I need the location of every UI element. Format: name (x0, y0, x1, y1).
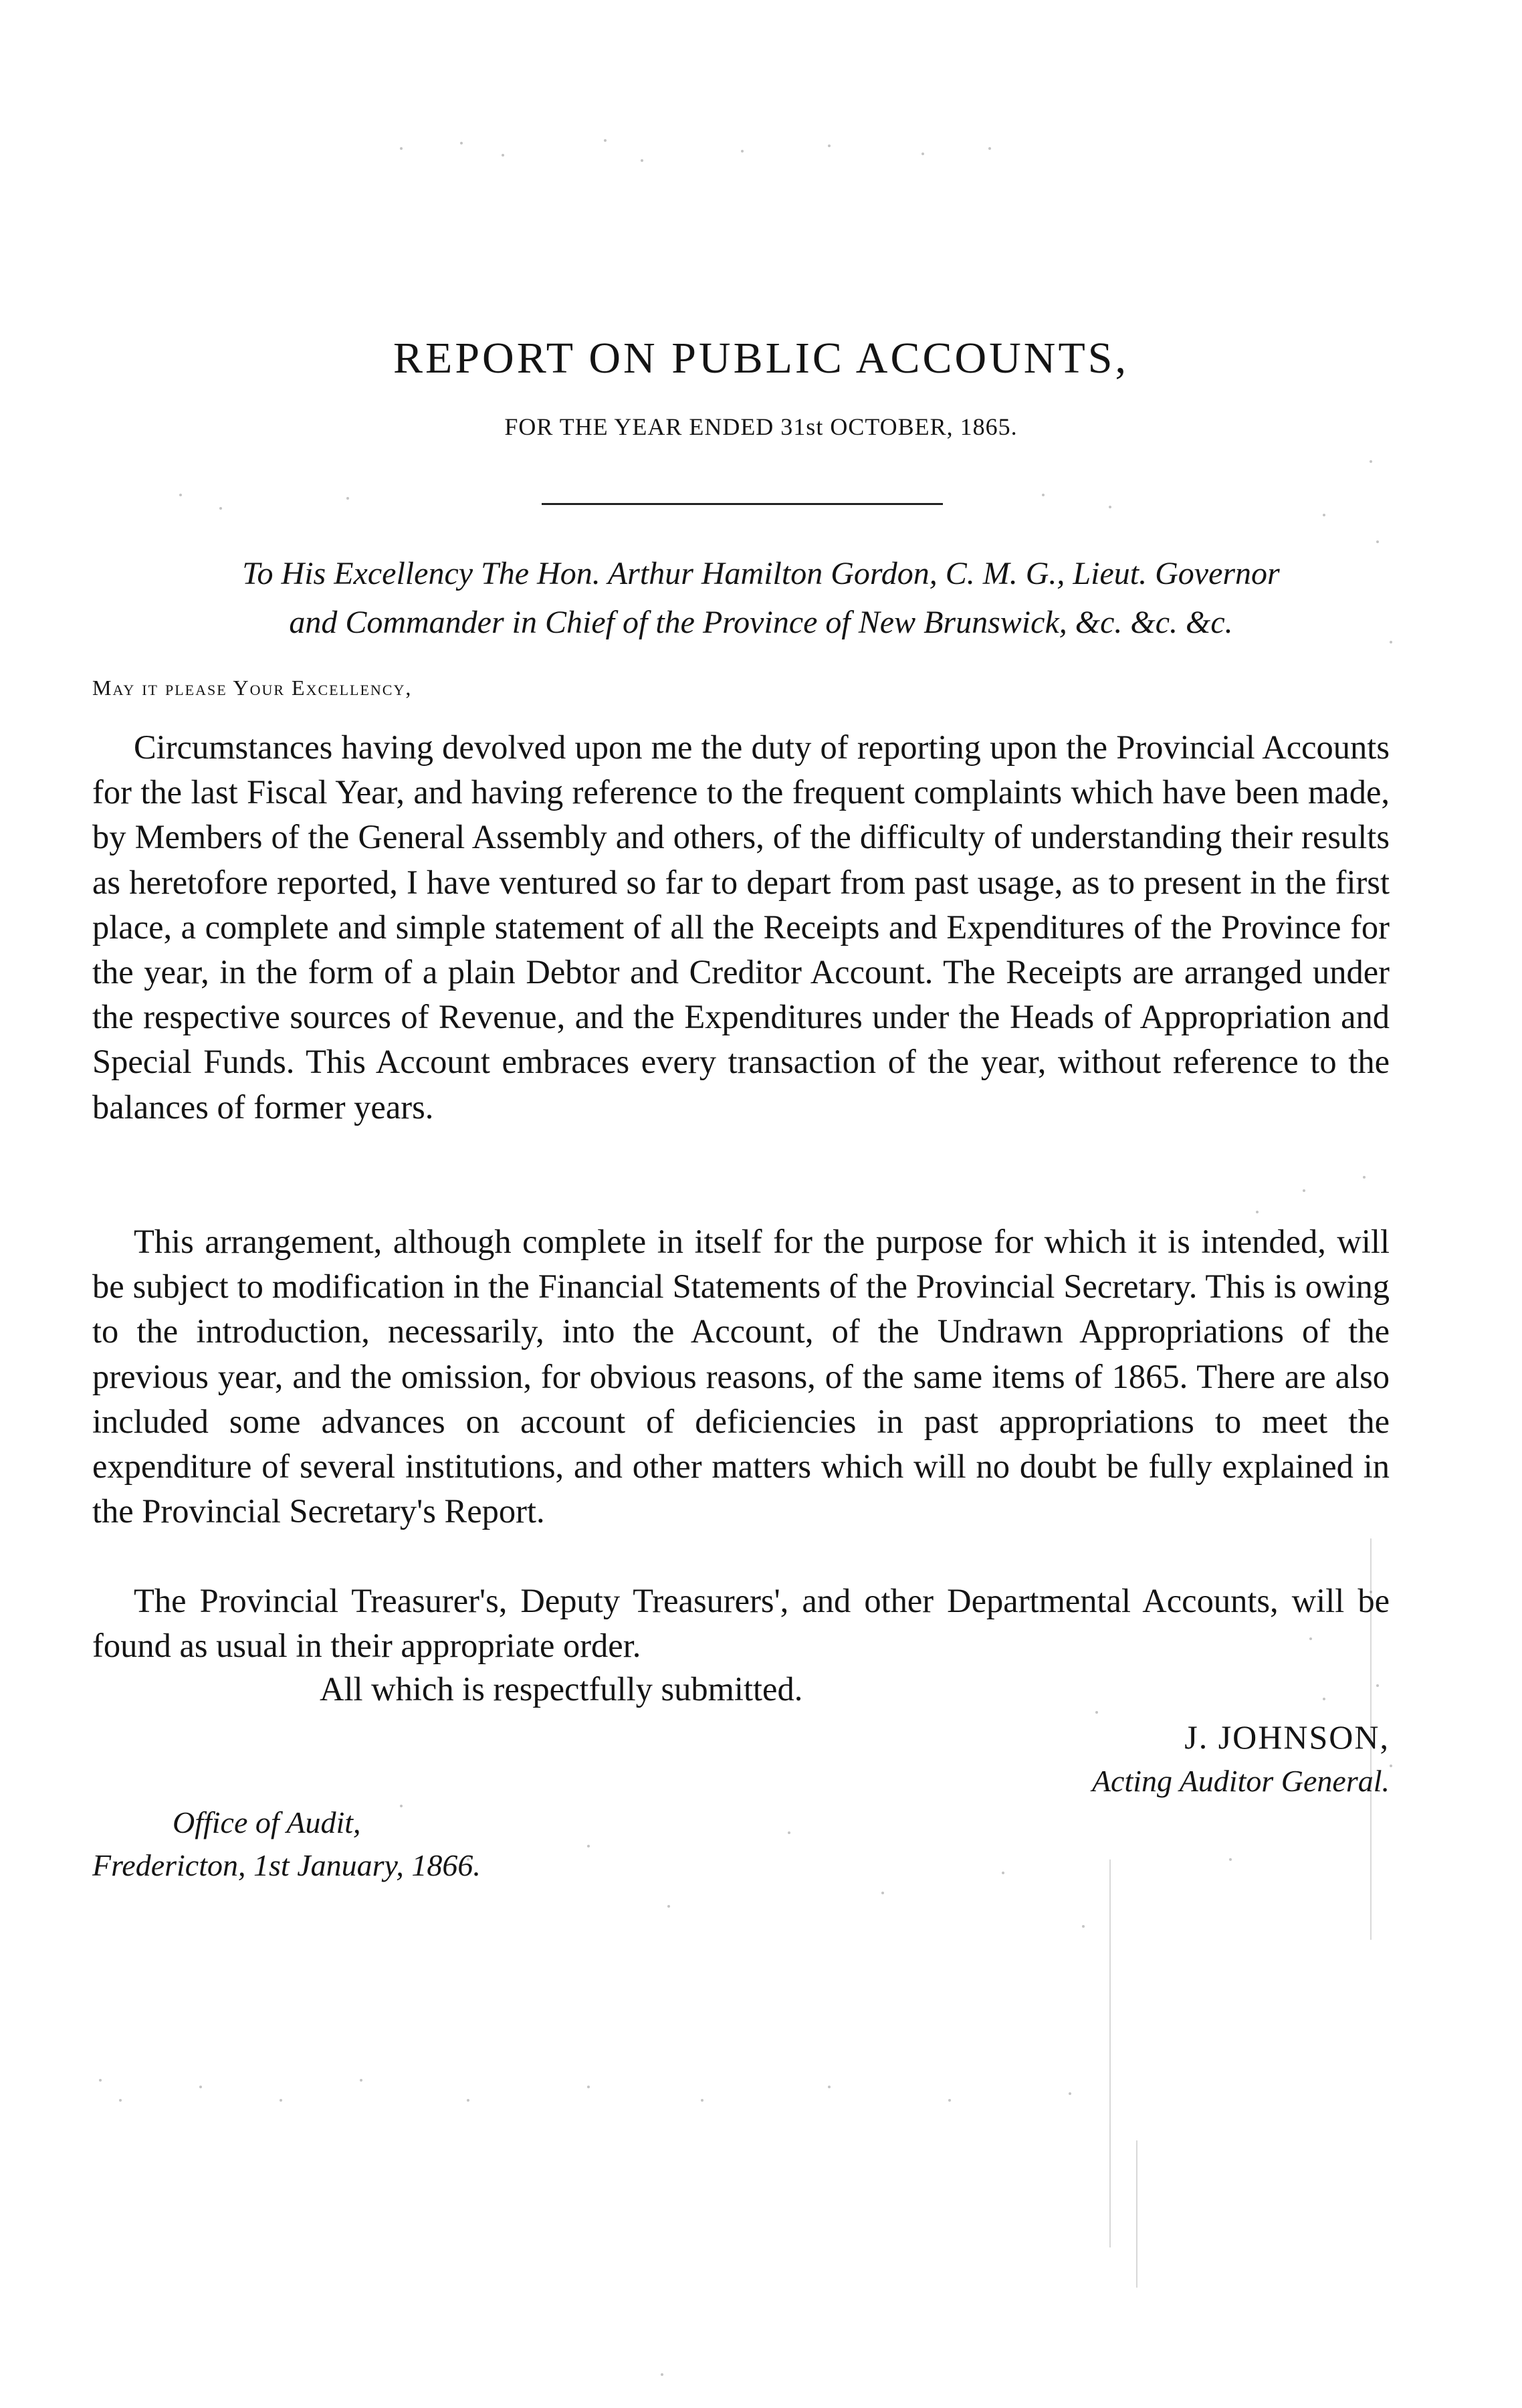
signer-name: J. JOHNSON, (1184, 1718, 1390, 1756)
closing-line: All which is respectfully submitted. (320, 1670, 803, 1708)
paragraph-1: Circumstances having devolved upon me the duty of reporting upon the Provincial Accounts for the last Fiscal Year, and having reference to the frequent complaints which have been made, by Members of the General Assembly and others, of the difficulty of understanding their results as heretofore reported, I have ventured so far to depart from past usage, as to present in the first place, a complete and simple statement of all the Receipts and Expenditures of the Province for the year, in the form of a plain Debtor and Creditor Account. The Receipts are arranged under the respective sources of Revenue, and the Expenditures under the Heads of Appropriation and Special Funds. This Account embraces every transaction of the year, without reference to the balances of former years. (92, 728, 1390, 1126)
address-line-1: To His Excellency The Hon. Arthur Hamilton Gordon, C. M. G., Lieut. Governor (242, 556, 1280, 591)
signer-title: Acting Auditor General. (1091, 1764, 1390, 1798)
place-date-line: Fredericton, 1st January, 1866. (92, 1848, 481, 1882)
paragraph-3: The Provincial Treasurer's, Deputy Treasurers', and other Departmental Accounts, will be found as usual in their appropriate order. (92, 1582, 1390, 1665)
office-line: Office of Audit, (173, 1805, 361, 1839)
address-line-2: and Commander in Chief of the Province of New Brunswick, &c. &c. &c. (289, 605, 1233, 640)
salutation: May it please Your Excellency, (92, 676, 413, 700)
report-title: REPORT ON PUBLIC ACCOUNTS, (393, 334, 1129, 383)
paragraph-2: This arrangement, although complete in itself for the purpose for which it is intended, will be subject to modification in the Financial Statements of the Provincial Secretary. This is owing to the introduction, necessarily, into the Account, of the Undrawn Appropriations of the previous year, and the omission, for obvious reasons, of the same items of 1865. There are also included some advances on account of deficiencies in past appropriations to meet the expenditure of several institutions, and other matters which will no doubt be fully explained in the Provincial Secretary's Report. (92, 1223, 1390, 1530)
title-divider (542, 503, 943, 505)
report-subtitle: FOR THE YEAR ENDED 31st OCTOBER, 1865. (504, 413, 1018, 440)
